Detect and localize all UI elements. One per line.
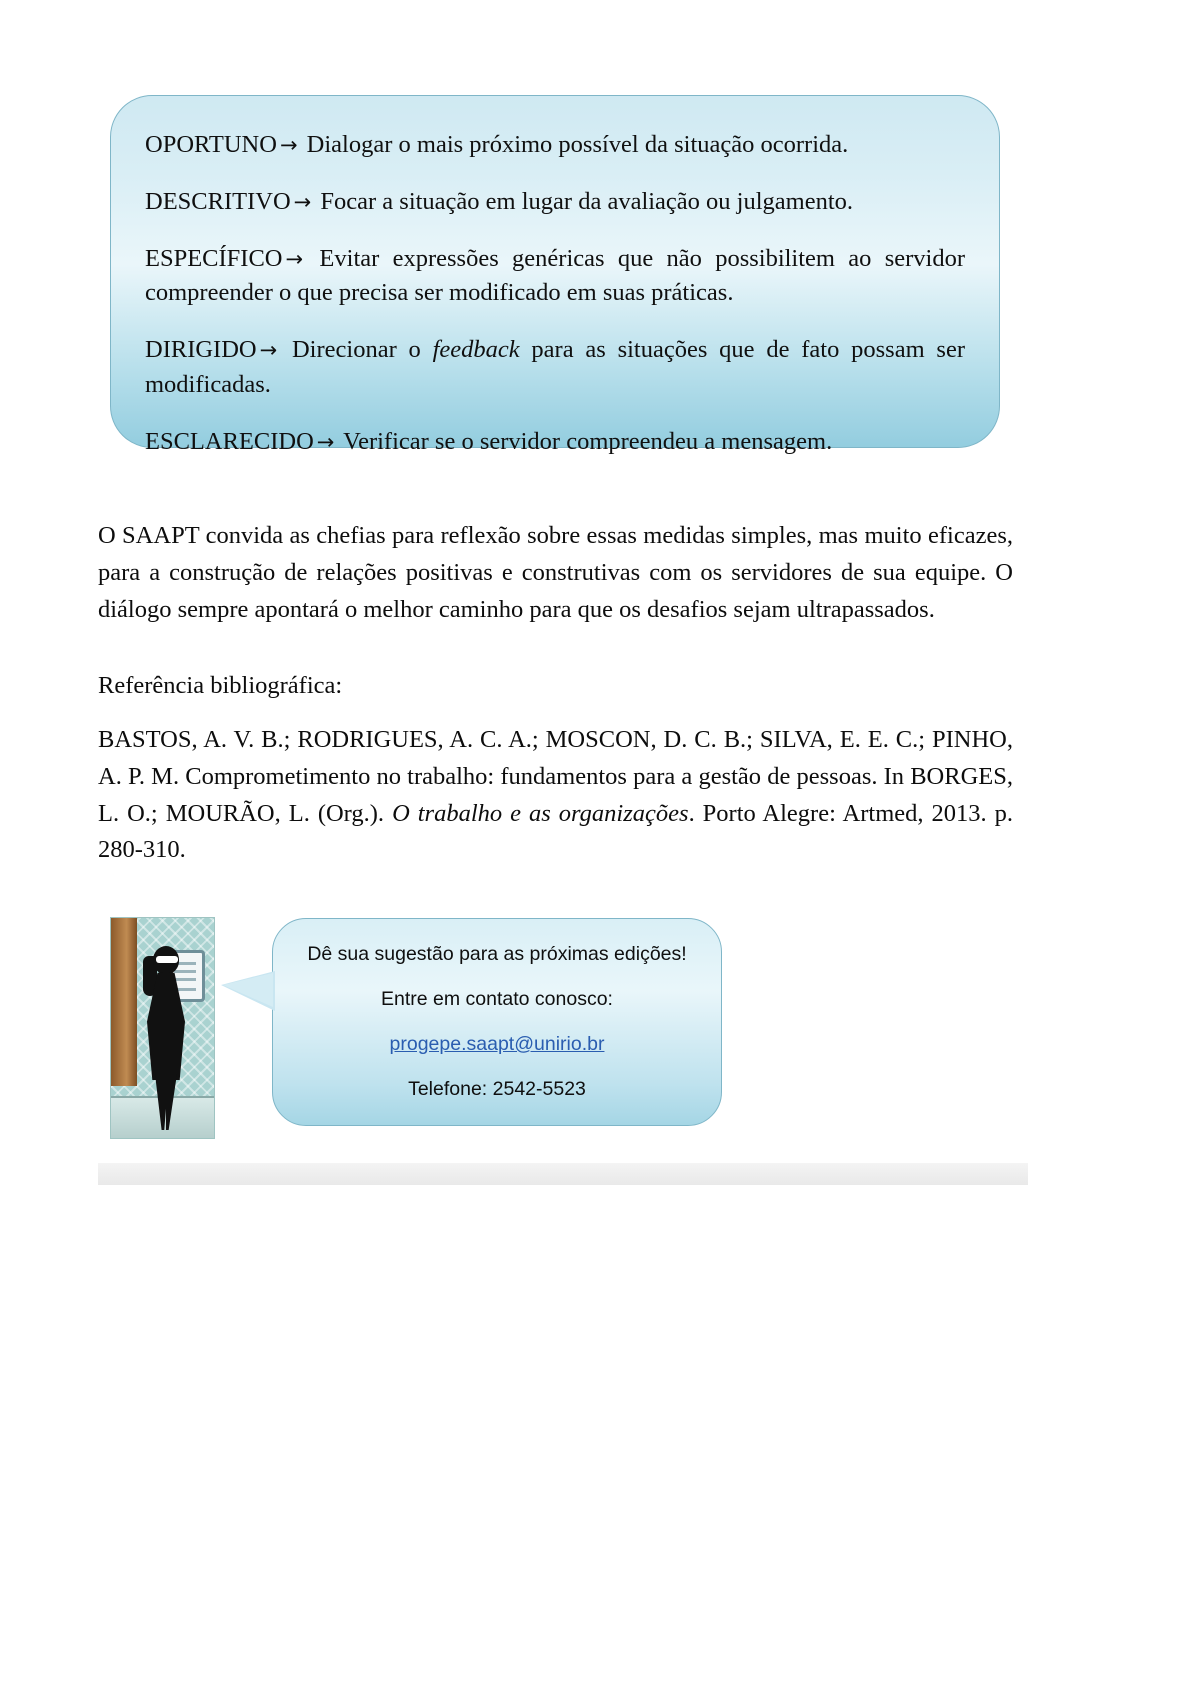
footer-band xyxy=(98,1163,1028,1185)
callout-term-oportuno: OPORTUNO xyxy=(145,131,277,158)
callout-term-dirigido: DIRIGIDO xyxy=(145,336,257,364)
callout-text-dirigido-italic: feedback xyxy=(432,336,520,364)
door-icon xyxy=(111,918,137,1086)
bubble-phone-line: Telefone: 2542-5523 xyxy=(408,1078,586,1100)
callout-item-especifico xyxy=(145,242,965,312)
arrow-icon: → xyxy=(316,429,335,454)
arrow-icon: → xyxy=(279,133,298,157)
callout-term-esclarecido: ESCLARECIDO xyxy=(145,427,314,455)
legs xyxy=(155,1074,177,1130)
bubble-suggestion-line: Dê sua sugestão para as próximas edições! xyxy=(307,943,687,965)
arrow-icon: → xyxy=(259,338,278,363)
callout-text-dirigido-before: Direcionar o xyxy=(280,336,433,364)
callout-text-dirigido-after: para as situações que de fato possam ser modificadas. xyxy=(145,336,965,398)
contact-speech-bubble xyxy=(272,918,722,1126)
bubble-email-line xyxy=(299,1033,695,1056)
reference-heading: Referência bibliográfica: xyxy=(98,672,343,699)
callout-item-esclarecido xyxy=(145,425,965,460)
callout-item-descritivo xyxy=(145,185,965,220)
glasses-icon xyxy=(156,956,178,963)
callout-item-oportuno xyxy=(145,128,965,163)
bubble-contact-line: Entre em contato conosco: xyxy=(381,988,613,1010)
callout-item-dirigido xyxy=(145,333,965,403)
callout-text-descritivo: Focar a situação em lugar da avaliação ou julgamento. xyxy=(314,187,854,215)
callout-text-oportuno: Dialogar o mais próximo possível da situação ocorrida. xyxy=(300,131,849,158)
saapt-invitation-paragraph: O SAAPT convida as chefias para reflexão sobre essas medidas simples, mas muito eficazes, para a construção de relações positivas e construtivas com os servidores de sua equipe. O diálogo sempre apontará o melhor caminho para que os desafios sejam ultrapassados. xyxy=(98,522,1013,623)
reference-text-part1: BASTOS, A. V. B.; RODRIGUES, A. C. A.; MOSCON, D. C. B.; SILVA, E. E. C.; PINHO, A. P. M. Comprometimento no trabalho: fundamentos para a gestão de pessoas. In BORGES, L. O.; MOURÃO, L. (Org.). xyxy=(98,726,1013,827)
speech-bubble-tail-icon xyxy=(221,971,275,1011)
callout-text-especifico: Evitar expressões genéricas que não possibilitem ao servidor compreender o que precisa ser modificado em suas práticas. xyxy=(145,244,965,307)
reference-text-part2: . Porto Alegre: Artmed, 2013. p. 280-310. xyxy=(98,799,1013,864)
servidora-illustration xyxy=(110,917,215,1139)
bibliographic-reference xyxy=(98,722,1013,869)
person-figure xyxy=(137,942,193,1132)
callout-text-esclarecido: Verificar se o servidor compreendeu a mensagem. xyxy=(337,427,833,455)
callout-term-especifico: ESPECÍFICO xyxy=(145,244,283,272)
email-link[interactable]: progepe.saapt@unirio.br xyxy=(389,1033,605,1055)
callout-term-descritivo: DESCRITIVO xyxy=(145,187,291,215)
arrow-icon: → xyxy=(293,189,312,214)
feedback-guidelines-callout xyxy=(110,95,1000,455)
reference-title-italic: O trabalho e as organizações xyxy=(392,799,689,827)
arrow-icon: → xyxy=(285,246,304,271)
